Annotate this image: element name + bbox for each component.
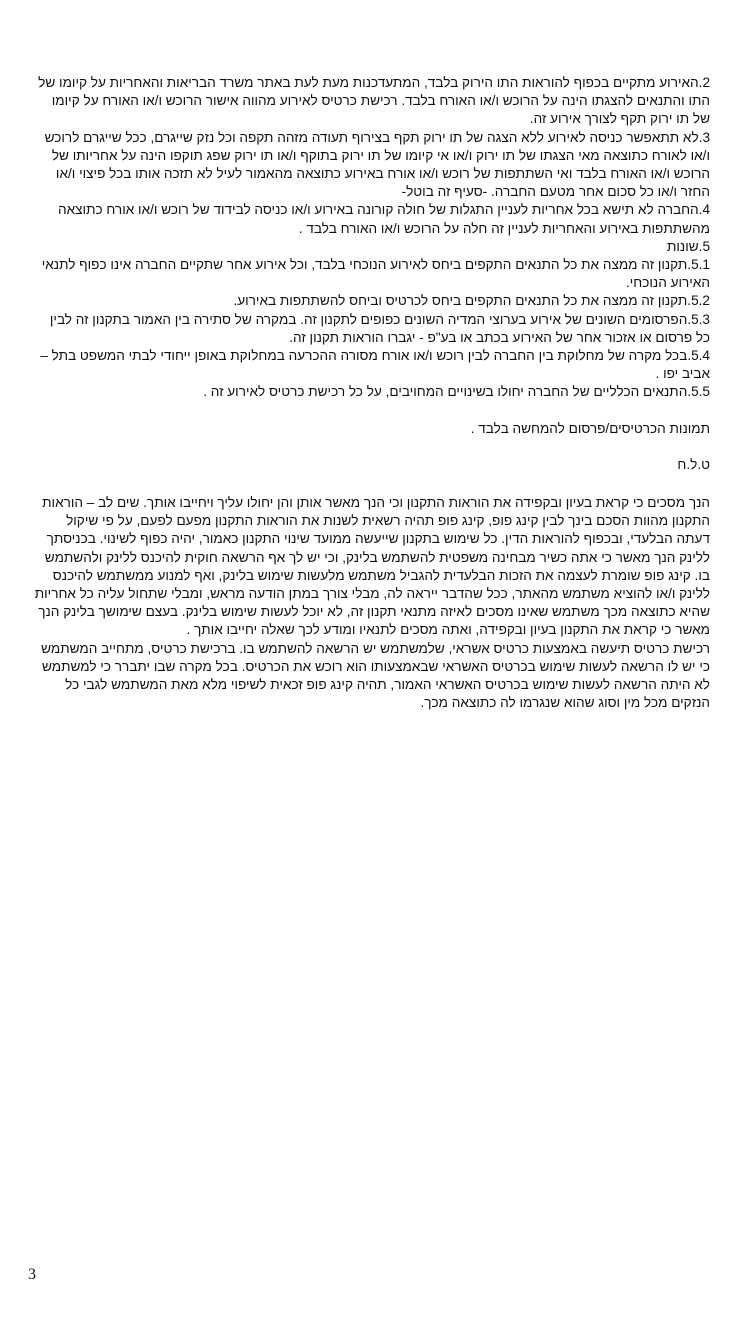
document-body <box>34 74 710 713</box>
page-number: 3 <box>28 1266 36 1283</box>
credit-card-paragraph: רכישת כרטיס תיעשה באמצעות כרטיס אשראי, שלמשתמש יש הרשאה להשתמש בו. ברכישת כרטיס, מתחייב המשתמש כי יש לו הרשאה לעשות שימוש בכרטיס האשראי שבאמצעותו הוא רוכש את הכרטיס. בכל מקרה שבו יתברר כי למשתמש לא היתה הרשאה לעשות שימוש בכרטיס האשראי האמור, תהיה קינג פופ זכאית לשיפוי מלא מאת המשתמש לגבי כל הנזקים מכל מין וסוג שהוא שנגרמו לה כתוצאה מכך. <box>41 640 710 711</box>
section-5-heading: 5.שונות <box>666 238 710 254</box>
spacer <box>34 438 710 456</box>
section-5-1: 5.1.תקנון זה ממצה את כל התנאים התקפים ביחס לאירוע הנוכחי בלבד, וכל אירוע אחר שתקיים החברה אינו כפוף לתנאי האירוע הנוכחי. <box>41 257 710 291</box>
terms-agreement-paragraph: הנך מסכים כי קראת בעיון ובקפידה את הוראות התקנון וכי הנך מאשר אותן והן יחולו עליך ויחייבו אותך. שים לב – הוראות התקנון מהוות הסכם בינך לבין קינג פופ, קינג פופ תהיה רשאית לשנות את הוראות התקנון מפעם לפעם, על פי שיקול דעתה הבלעדי, ובכפוף להוראות הדין. כל שימוש בתקנון שייעשה ממועד שינוי התקנון כאמור, יהיה כפוף לשינוי. בכניסתך ללינק הנך מאשר כי אתה כשיר מבחינה משפטית להשתמש בלינק, וכי יש לך אף הרשאה חוקית להיכנס ללינק ולהשתמש בו. קינג פופ שומרת לעצמה את הזכות הבלעדית להגביל משתמש מלעשות שימוש בלינק, ואף למנוע ממשתמש להיכנס ללינק ו/או להוציא משתמש מהאתר, ככל שהדבר ייראה לה, מבלי צורך במתן הודעה מראש, ומבלי שתחול עליה כל אחריות שהיא כתוצאה מכך משתמש שאינו מסכים לאיזה מתנאי תקנון זה, לא יוכל לעשות שימוש בלינק. בעצם שימושך בלינק הנך מאשר כי קראת את התקנון בעיון ובקפידה, ואתה מסכים לתנאיו ומודע לכך שאלה יחייבו אותך . <box>34 495 710 638</box>
section-3: 3.לא תתאפשר כניסה לאירוע ללא הצגה של תו ירוק תקף בצירוף תעודה מזהה תקפה וכל נזק שייגרם, ככל שייגרם לרוכש ו/או לאורח כתוצאה מאי הצגתו של תו ירוק ו/או אי קיומו של תו ירוק בתוקף ו/או תו ירוק שפג תוקפו הינה על אחריותו של הרוכש ו/או האורח בלבד ואי השתתפות של רוכש ו/או אורח באירוע כתוצאה מהאמור לעיל לא תזכה אותו בכל פיצוי ו/או החזר ו/או כל סכום אחר מטעם החברה. -סעיף זה בוטל- <box>44 129 710 200</box>
spacer <box>34 402 710 420</box>
section-5-2: 5.2.תקנון זה ממצה את כל התנאים התקפים ביחס לכרטיס וביחס להשתתפות באירוע. <box>233 293 710 309</box>
spacer <box>34 474 710 494</box>
section-5-4: 5.4.בכל מקרה של מחלוקת בין החברה לבין רוכש ו/או אורח מסורה ההכרעה במחלוקת באופן ייחודי לבתי המשפט בתל –אביב יפו . <box>40 348 710 382</box>
images-note: תמונות הכרטיסים/פרסום להמחשה בלבד . <box>470 420 710 436</box>
section-2: 2.האירוע מתקיים בכפוף להוראות התו הירוק בלבד, המתעדכנות מעת לעת באתר משרד הבריאות והאחריות על קיומו של התו והתנאים להצגתו הינה על הרוכש ו/או האורח בלבד. רכישת כרטיס לאירוע מהווה אישור הרוכש ו/או האורח על קיומו של תו ירוק תקף לצורך אירוע זה. <box>38 75 710 127</box>
tlh-note: ט.ל.ח <box>677 456 710 472</box>
section-5-5: 5.5.התנאים הכלליים של החברה יחולו בשינויים המחויבים, על כל רכישת כרטיס לאירוע זה . <box>203 384 710 400</box>
section-5-3: 5.3.הפרסומים השונים של אירוע בערוצי המדיה השונים כפופים לתקנון זה. במקרה של סתירה בין האמור בתקנון זה לבין כל פרסום או אזכור אחר של האירוע בכתב או בע"פ - יגברו הוראות תקנון זה. <box>49 311 710 345</box>
section-4: 4.החברה לא תישא בכל אחריות לעניין התגלות של חולה קורונה באירוע ו/או כניסה לבידוד של רוכש ו/או אורח כתוצאה מהשתתפות באירוע והאחריות לעניין זה חלה על הרוכש ו/או האורח בלבד . <box>58 202 710 236</box>
